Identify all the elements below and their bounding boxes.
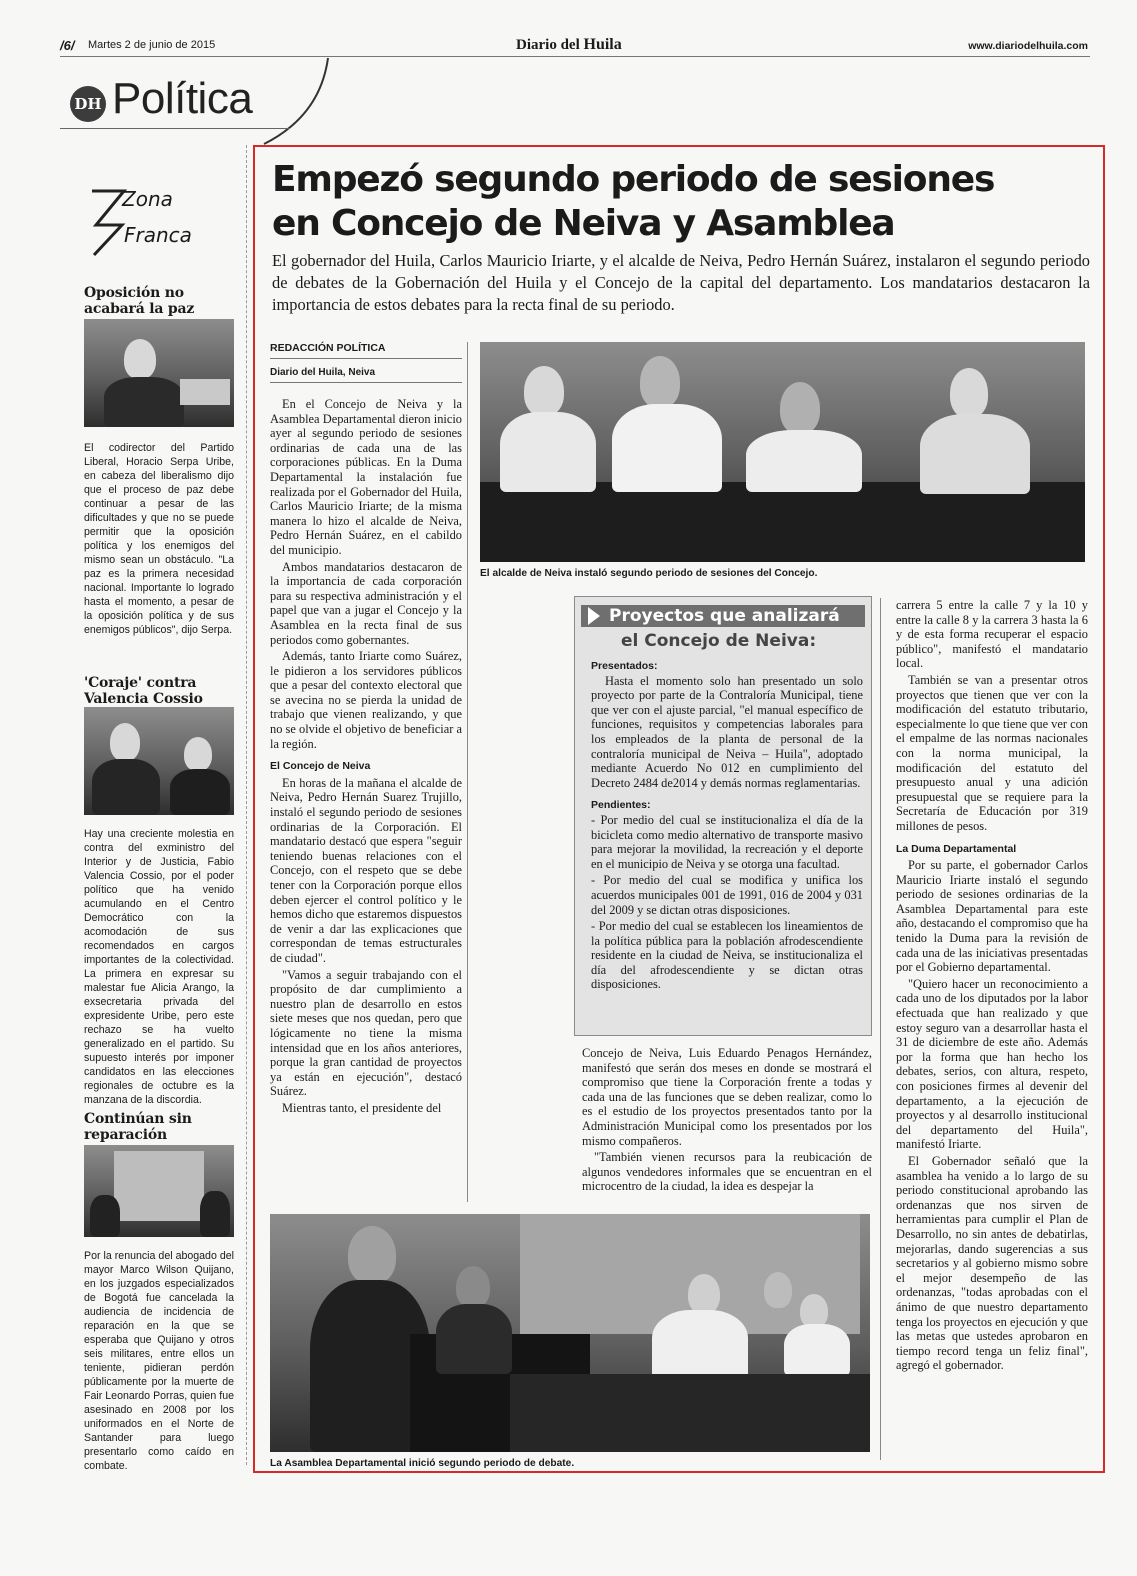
page-number: /6/ — [60, 38, 75, 53]
section-logo: DH — [70, 86, 106, 122]
col1-paragraph-3: Además, tanto Iriarte como Suárez, le pidieron a los servidores públicos que a pesar del contexto electoral que se avecina no se pierda la unidad de trabajo que vienen realizando, y que no se olvide el objetivo de beneficiar a la región. — [270, 649, 462, 751]
sidebar — [60, 145, 247, 1472]
page-header — [60, 36, 1090, 57]
sidebar-photo-serpa — [84, 319, 234, 427]
projects-box-title-2: el Concejo de Neiva: — [621, 631, 817, 651]
zona-word: Zona — [122, 187, 173, 211]
col3-paragraph-1: carrera 5 entre la calle 7 y la 10 y entre la calle 8 y la carrera 3 hasta la 6 y de esta forma recuperar el espacio público", manifestó el mandatario local. — [896, 598, 1088, 671]
photo-asamblea — [270, 1214, 870, 1452]
col1-paragraph-2: Ambos mandatarios destacaron de la importancia de cada corporación para su respectiva administración y el papel que van a jugar el Concejo y la Asamblea en la recta final de sus periodos como gobernantes. — [270, 559, 462, 647]
col1-paragraph-6: Mientras tanto, el presidente del — [282, 1100, 442, 1115]
col3-paragraph-4: "Quiero hacer un reconocimiento a cada uno de los diputados por la labor efectuada que han realizado y que estoy seguro van a desarrollar hasta el 31 de diciembre de este año. Además por la forma que han hecho los debates, serios, con altura, respeto, con posiciones firmes al devenir del departamento, a la ejecución de proyectos y al desarrollo institucional del departamento del Huila", manifestó Iriarte. — [896, 976, 1088, 1152]
sidebar-photo-valencia — [84, 707, 234, 815]
subhead-concejo: El Concejo de Neiva — [270, 760, 371, 773]
column-3-body — [896, 598, 1088, 1375]
masthead: Diario del Huila — [516, 36, 622, 53]
headline-line-1: Empezó segundo periodo de sesiones — [272, 159, 995, 200]
box-paragraph-4: - Por medio del cual se establecen los lineamientos de la política pública para la población afrodescendiente residente en la ciudad de Neiva, se institucionaliza el día del afrodescendiente y se dictan otras disposiciones. — [591, 919, 863, 992]
col1-paragraph-5: "Vamos a seguir trabajando con el propósito de dar cumplimiento a nuestro plan de desarrollo en estos siete meses que nos quedan, pero que lógicamente no tiene la misma intensidad que en los años anteriores, porque la gran cantidad de proyectos ya están en ejecución", destacó Suárez. — [270, 967, 462, 1099]
col1-paragraph-4: En horas de la mañana el alcalde de Neiva, Pedro Hernán Suarez Trujillo, instaló el segundo periodo de sesiones ordinarias de la Corporación. El mandatario destacó que espera "seguir teniendo buenas relaciones con el Concejo, con el respeto que se debe tener con la Corporación porque ellos deben ejercer el control político y le hemos dicho que estaremos dispuestos de venir a dar las explicaciones que correspondan de temas estructurales de ciudad". — [270, 775, 462, 965]
sidebar-headline-1: Oposición no acabará la paz — [84, 285, 195, 317]
sidebar-photo-reparacion — [84, 1145, 234, 1237]
dateline: Diario del Huila, Neiva — [270, 367, 462, 383]
sidebar-text-2: Hay una creciente molestia en contra del exministro del Interior y de Justicia, Fabio Valencia Cossio, por el poder político que ha venido acumulando en el Centro Democrático con la acomodación de sus recomendados en cargos importantes de la colectividad. La primera en expresar su malestar fue Alicia Arango, la exsecretaria privada del expresidente Uribe, pero este rechazo se ha vuelto generalizado en el partido. Su supuesto interés por imponer candidatos en las elecciones regionales de octubre es la manzana de la discordia. — [84, 828, 234, 1106]
column-2-body — [582, 1046, 872, 1196]
projects-box — [574, 596, 872, 1036]
photo-concejo — [480, 342, 1085, 562]
column-1 — [270, 342, 462, 1118]
section-swoosh — [260, 56, 340, 146]
box-subhead-presentados: Presentados: — [591, 660, 658, 672]
sidebar-text-1: El codirector del Partido Liberal, Horacio Serpa Uribe, en cabeza del liberalismo dijo que el proceso de paz debe continuar a pesar de las dificultades y que no se puede permitir que la oposición política y los enemigos del mismo sean un obstáculo. "La paz es la primera necesidad nacional. Importante lo logrado hasta el momento, a pesar de la oposición política y de sus enemigos públicos", dijo Serpa. — [84, 442, 234, 636]
zona-franca-logo — [80, 185, 230, 261]
box-paragraph-2: - Por medio del cual se institucionaliza el día de la bicicleta como medio alternativo de transporte masivo para mejorar la movilidad, la recreación y el deporte en el municipio de Neiva y se otorga una facultad. — [591, 812, 863, 871]
col2-paragraph-2: "También vienen recursos para la reubicación de algunos vendedores informales que se encuentran en el microcentro de la ciudad, la idea es despejar la — [582, 1150, 872, 1194]
article-lead: El gobernador del Huila, Carlos Mauricio Iriarte, y el alcalde de Neiva, Pedro Hernán Suárez, instalaron el segundo periodo de debates de la Gobernación del Huila y el Concejo de la capital del departamento. Los mandatarios destacaron la importancia de estos debates para la recta final de su periodo. — [272, 251, 1090, 314]
article-headline — [272, 158, 1092, 246]
col2-paragraph-1: Concejo de Neiva, Luis Eduardo Penagos Hernández, manifestó que serán dos meses en donde se mostrará el compromiso que tiene la Corporación frente a todas y cada una de las funciones que se deben realizar, como lo es el estudio de los proyectos presentados tanto por la Administración Municipal como los presentados por los mismo compañeros. — [582, 1046, 872, 1148]
col3-paragraph-2: También se van a presentar otros proyectos que tienen que ver con la modificación del estatuto tributario, especialmente lo que tiene que ver con el empalme de las normas nacionales con la norma municipal, la modificación del estatuto del presupuesto anual y una adición presupuestal que se requiere para la Secretaría de Educación por 319 millones de pesos. — [896, 672, 1088, 833]
col3-paragraph-5: El Gobernador señaló que la asamblea ha venido a lo largo de su periodo constitucional aprobando las ordenanzas que nos sirven de herramientas para cumplir el Plan de Desarrollo, no sin antes de debatirlas, mejorarlas, dando sugerencias a sus secretarios y al gobierno mismo sobre el mejor desempeño de las ordenanzas, "todas aprobadas con el ánimo de que nuestro departamento tenga los proyectos en ejecución y que las metas que ustedes aprobaron en tiempo record tenga un feliz final", agregó el gobernador. — [896, 1153, 1088, 1373]
website: www.diariodelhuila.com — [968, 40, 1088, 52]
column-rule-2 — [880, 598, 881, 1460]
box-paragraph-1: Hasta el momento solo han presentado un solo proyecto por parte de la Contraloría Municipal, tiene que ver con el ajuste parcial, "el manual específico de funciones, requisitos y competencias laborales para los empleados de la planta de personal de la contraloría municipal de Neiva – Huila", adoptado mediante Acuerdo No 012 en cumplimiento del Decreto 2484 de2014 y demás normas reglamentarias. — [591, 673, 863, 790]
section-underline — [60, 128, 290, 129]
issue-date: Martes 2 de junio de 2015 — [88, 39, 216, 51]
arrow-icon — [585, 605, 605, 627]
box-subhead-pendientes: Pendientes: — [591, 799, 651, 812]
byline: REDACCIÓN POLÍTICA — [270, 342, 462, 359]
franca-word: Franca — [124, 223, 192, 247]
section-title: Política — [112, 74, 253, 123]
sidebar-headline-3: Continúan sin reparación — [84, 1111, 192, 1143]
projects-box-title-1: Proyectos que analizará — [609, 606, 840, 626]
subhead-duma: La Duma Departamental — [896, 842, 1017, 855]
sidebar-text-3: Por la renuncia del abogado del mayor Marco Wilson Quijano, en los juzgados especializados de Bogotá fue cancelada la audiencia de incidencia de reparación en la que se esperaba que Quijano y otros seis militares, entre ellos un teniente, pidieran perdón públicamente por la muerte de Fair Leonardo Porras, quien fue asesinado en 2008 por los uniformados en el Norte de Santander para luego presentarlo como caído en combate. — [84, 1250, 234, 1472]
col3-paragraph-3: Por su parte, el gobernador Carlos Mauricio Iriarte instaló el segundo periodo de sesiones ordinarias de la Asamblea Departamental para este año, destacando el compromiso que ha tenido la Duma para la revisión de cada una de las iniciativas presentadas por el Gobierno departamental. — [896, 858, 1088, 975]
box-paragraph-3: - Por medio del cual se modifica y unifica los acuerdos municipales 001 de 1991, 016 de 2004 y 031 del 2009 y se dictan otras disposiciones. — [591, 873, 863, 917]
photo-1-caption: El alcalde de Neiva instaló segundo periodo de sesiones del Concejo. — [480, 568, 818, 579]
sidebar-headline-2: 'Coraje' contra Valencia Cossio — [84, 675, 203, 707]
headline-line-2: en Concejo de Neiva y Asamblea — [272, 203, 895, 244]
column-1-body — [270, 397, 462, 1116]
col1-paragraph-1: En el Concejo de Neiva y la Asamblea Departamental dieron inicio ayer al segundo periodo de sesiones ordinarias de cada una de las corporaciones públicas. En la Duma Departamental la instalación fue realizada por el Gobernador del Huila, Carlos Mauricio Iriarte; de la misma manera lo hizo el alcalde de Neiva, Pedro Hernán Suárez, en el cabildo del municipio. — [270, 397, 462, 557]
projects-box-body — [591, 659, 863, 994]
column-rule-1 — [467, 342, 468, 1202]
photo-2-caption: La Asamblea Departamental inició segundo periodo de debate. — [270, 1458, 575, 1469]
